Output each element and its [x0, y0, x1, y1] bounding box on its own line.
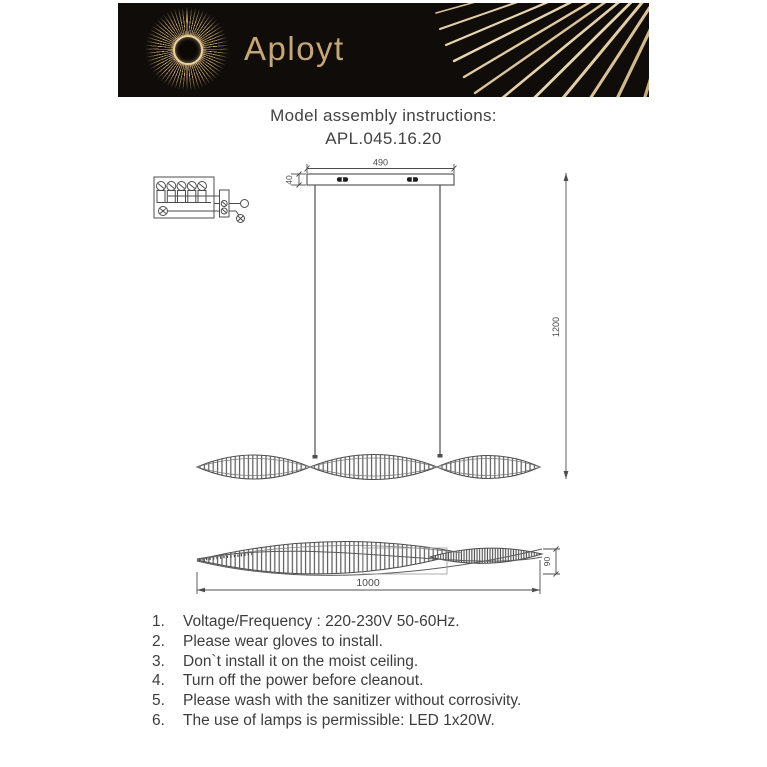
dim-label-1000: 1000 [356, 577, 380, 589]
instruction-item-5 [152, 691, 632, 711]
instruction-text: Voltage/Frequency : 220-230V 50-60Hz. [183, 613, 460, 630]
instruction-number: 6. [152, 711, 165, 729]
dimension-drop-height [551, 173, 568, 479]
instruction-text: Don`t install it on the moist ceiling. [183, 652, 419, 670]
instruction-item-3 [152, 652, 632, 672]
instruction-number: 5. [152, 692, 165, 710]
dimension-fixture-height [542, 547, 560, 577]
title-line-2: APL.045.16.20 [325, 129, 442, 148]
instruction-text: Please wash with the sanitizer without corrosivity. [183, 692, 522, 710]
dim-label-90: 90 [542, 556, 552, 567]
instruction-number: 3. [152, 652, 165, 670]
instructions-list [152, 612, 632, 731]
dim-label-1200: 1200 [551, 316, 561, 338]
dimension-canopy-width [305, 158, 457, 174]
fixture-bottom-view [197, 542, 542, 576]
dim-label-490: 490 [372, 157, 389, 168]
instruction-item-1 [152, 612, 632, 632]
dim-label-40: 40 [284, 175, 294, 185]
instruction-text: Please wear gloves to install. [183, 632, 383, 650]
instruction-item-6 [152, 711, 632, 731]
instruction-item-2 [152, 632, 632, 652]
instruction-number: 2. [152, 632, 165, 650]
terminal-block-diagram [154, 177, 249, 223]
instruction-item-4 [152, 671, 632, 691]
canopy-drawing [307, 174, 454, 456]
title-line-1: Model assembly instructions: [270, 106, 497, 125]
brand-logo-text: Aployt [244, 30, 345, 67]
instruction-number: 4. [152, 672, 165, 690]
instruction-text: Turn off the power before cleanout. [183, 672, 424, 690]
instruction-number: 1. [152, 613, 165, 630]
fixture-front-view [197, 454, 540, 480]
dimension-canopy-height [284, 172, 306, 188]
instruction-text: The use of lamps is permissible: LED 1x20W. [183, 711, 495, 729]
